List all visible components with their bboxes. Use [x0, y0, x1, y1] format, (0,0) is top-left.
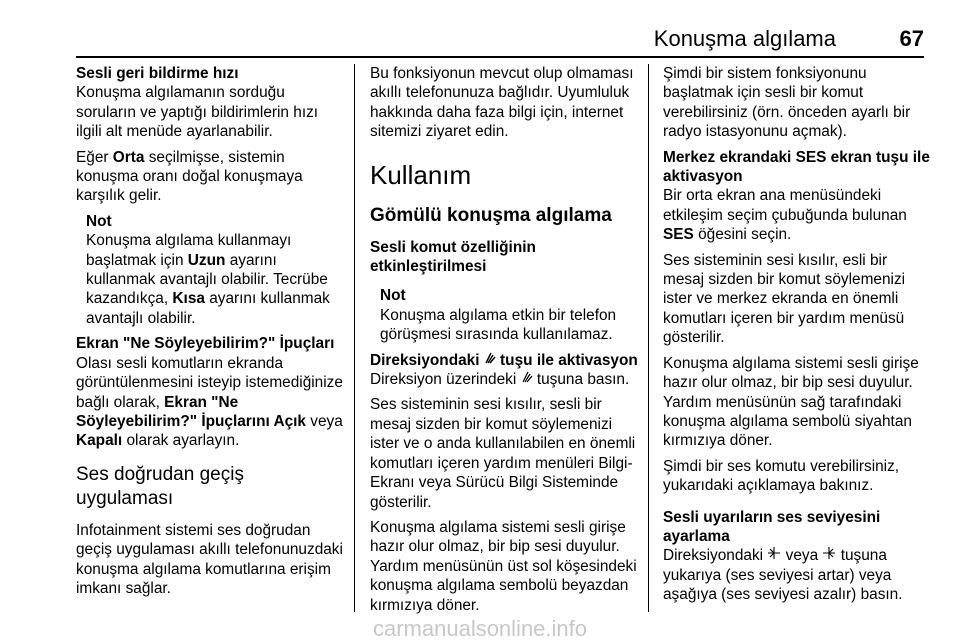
page-number: 67 — [899, 26, 924, 51]
note-label: Not — [380, 287, 406, 305]
subsection-heading: Sesli uyarıların ses seviyesini ayarlama — [663, 508, 881, 545]
voice-command-icon — [484, 351, 496, 370]
column-divider — [354, 64, 355, 612]
section-title: Ses doğrudan geçiş uygulaması — [76, 463, 244, 509]
volume-thumbwheel-icon — [767, 546, 781, 565]
note-box — [380, 286, 638, 344]
paragraph: Konuşma algılamanın sorduğu soruların ve yaptığı bildirimlerin hızı ilgili alt menüde ayarlanabilir. — [76, 84, 319, 141]
section-heading: Ekran "Ne Söyleyebilirim?" İpuçları — [76, 335, 335, 353]
header-rule — [76, 56, 924, 58]
subsection-heading: Direksiyondaki tuşu ile aktivasyon — [370, 351, 638, 369]
page-title: Konuşma algılama — [653, 26, 836, 51]
paragraph: Infotainment sistemi ses doğrudan geçiş uygulaması akıllı telefonunuzdaki konuşma algılama komutlarına erişim imkanı sağlar. — [76, 521, 343, 597]
note-box — [86, 212, 344, 328]
paragraph: Konuşma algılama sistemi sesli girişe hazır olur olmaz, bir bip sesi duyulur. Yardım menüsünün sağ tarafındaki konuşma algılama sembolü siyahtan kırmızıya döner. — [663, 354, 919, 450]
paragraph: Ses sisteminin sesi kısılır, esli bir mesaj sizden bir komut söylemenizi ister ve merkez ekranda en önemli komutları içeren bir yardım menüsü gösterilir. — [663, 251, 906, 347]
subsection-heading: Sesli komut özelliğinin etkinleştirilmesi — [370, 238, 536, 276]
chapter-title: Kullanım — [370, 159, 472, 190]
page-header — [76, 26, 924, 52]
section-heading: Sesli geri bildirme hızı — [76, 65, 239, 82]
volume-thumbwheel-icon — [822, 546, 836, 565]
watermark: carmanualsonline.info — [372, 616, 588, 641]
paragraph: Şimdi bir ses komutu verebilirsiniz, yukarıdaki açıklamaya bakınız. — [663, 457, 900, 495]
paragraph: Ses sisteminin sesi kısılır, sesli bir mesaj sizden bir komut söylemenizi ister ve o anda kullanılabilen en önemli komutları içeren yardım menüleri Bilgi-Ekranı veya Sürücü Bilgi Sisteminde gösterilir. — [370, 396, 636, 511]
paragraph: Eğer Orta seçilmişse, sistemin konuşma oranı doğal konuşmaya karşılık gelir. — [76, 148, 303, 205]
column-divider — [648, 64, 649, 612]
note-text: Konuşma algılama kullanmayı başlatmak için Uzun ayarını kullanmak avantajlı olabilir. Tecrübe kazandıkça, Kısa ayarını kullanmak avantajlı olabilir. — [86, 232, 330, 327]
paragraph: Şimdi bir sistem fonksiyonunu başlatmak için sesli bir komut verebilirsiniz (örn. önceden ayarlı bir radyo istasyonunu açmak). — [663, 65, 911, 141]
section-title: Gömülü konuşma algılama — [370, 204, 612, 226]
note-text: Konuşma algılama etkin bir telefon görüşmesi sırasında kullanılamaz. — [380, 306, 617, 344]
paragraph: Bu fonksiyonun mevcut olup olmaması akıllı telefonunuza bağlıdır. Uyumluluk hakkında daha faza bilgi için, internet sitemizi ziyaret edin. — [370, 65, 634, 141]
column-2 — [370, 64, 638, 621]
paragraph: Direksiyon üzerindeki tuşuna basın. — [370, 371, 630, 389]
paragraph: Direksiyondaki veya tuşuna yukarıya (ses seviyesi artar) veya aşağıya (ses seviyesi azalır) basın. — [663, 547, 903, 604]
paragraph: Olası sesli komutların ekranda görüntülenmesini isteyip istemediğinize bağlı olarak, Ekran "Ne Söyleyebilirim?" İpuçlarını Açık veya Kapalı olarak ayarlayın. — [76, 354, 343, 450]
note-label: Not — [86, 212, 112, 230]
paragraph: Bir orta ekran ana menüsündeki etkileşim seçim çubuğunda bulunan SES öğesini seçin. — [663, 187, 907, 244]
column-3 — [663, 64, 931, 611]
subsection-heading: Merkez ekrandaki SES ekran tuşu ile aktivasyon — [663, 148, 930, 186]
column-1 — [76, 64, 344, 604]
voice-command-icon — [521, 370, 533, 389]
paragraph: Konuşma algılama sistemi sesli girişe hazır olur olmaz, bir bip sesi duyulur. Yardım menüsünün üst sol köşesindeki konuşma algılama sembolü beyazdan kırmızıya döner. — [370, 518, 637, 614]
